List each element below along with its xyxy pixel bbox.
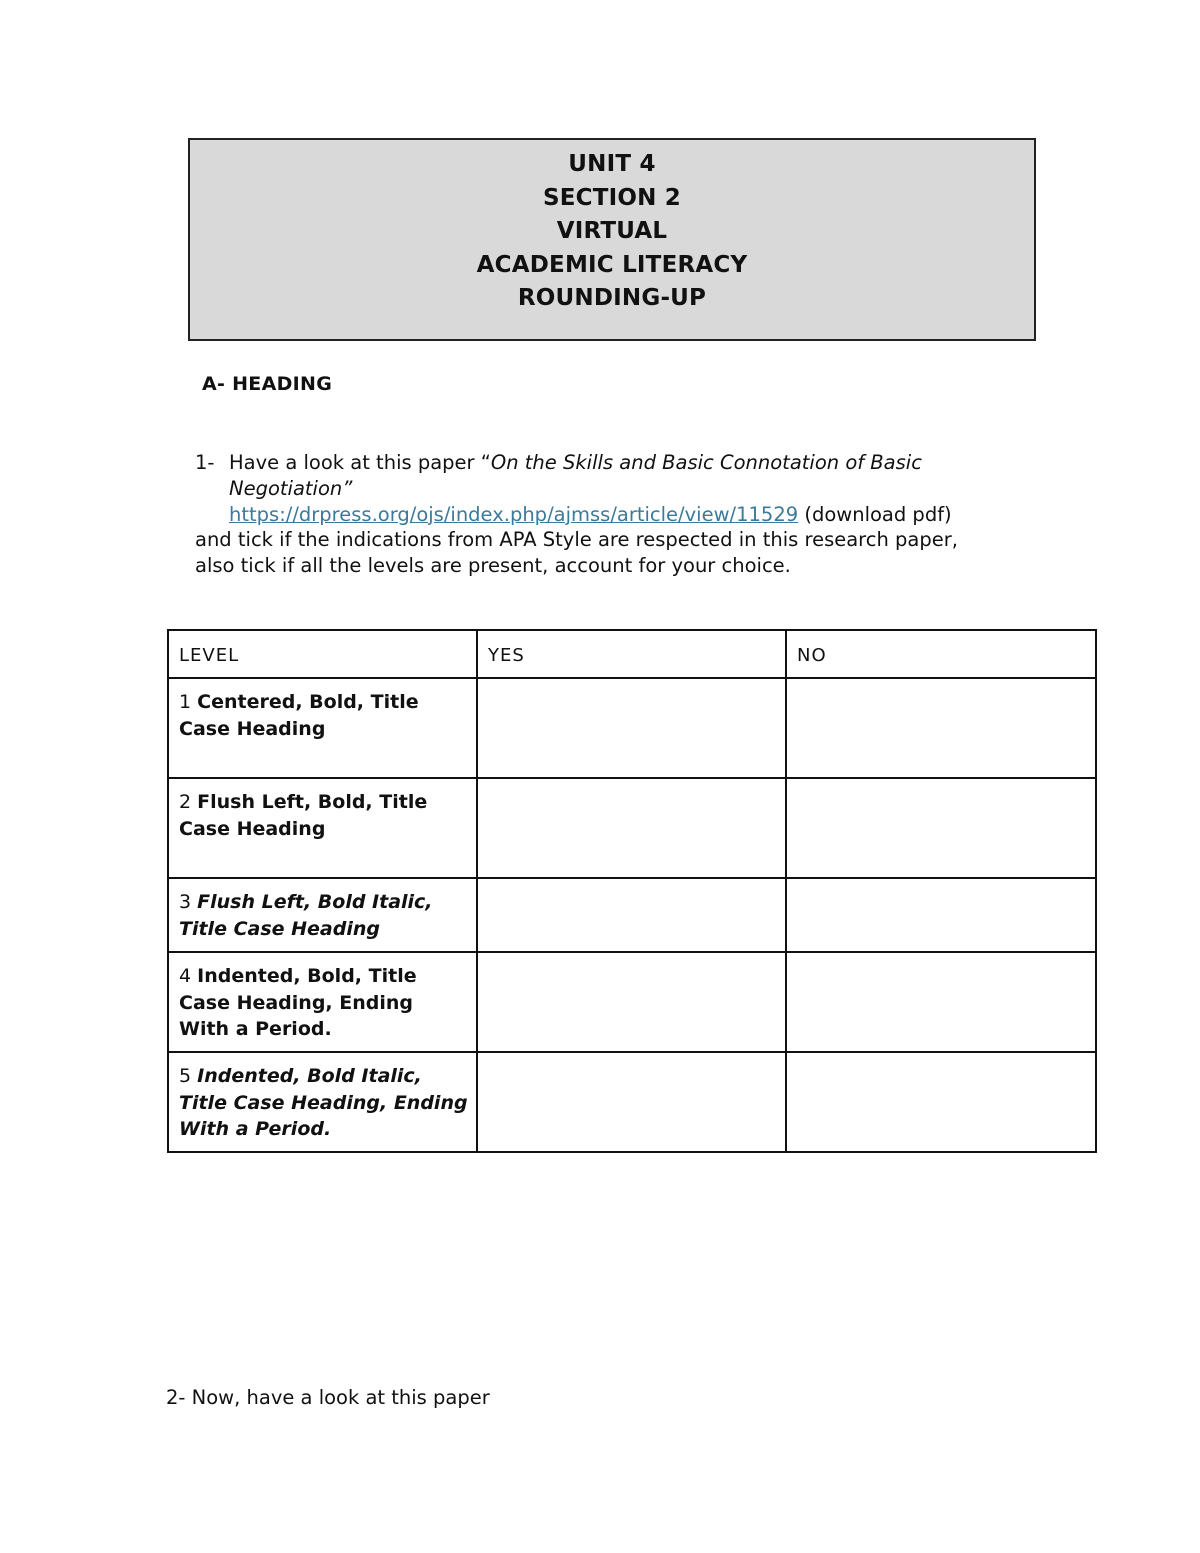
level-cell: [168, 878, 477, 952]
level-description: Flush Left, Bold Italic, Title Case Heading: [179, 891, 433, 940]
level-cell: [168, 1052, 477, 1152]
yes-cell[interactable]: [477, 678, 786, 778]
question-1-line-4: and tick if the indications from APA Style are respected in this research paper,: [195, 528, 958, 552]
download-note: (download pdf): [798, 502, 952, 526]
topic-title: ROUNDING-UP: [517, 285, 707, 311]
header-yes: YES: [477, 630, 786, 678]
yes-cell[interactable]: [477, 778, 786, 878]
section-title: SECTION 2: [542, 184, 681, 211]
table-row: [168, 1052, 1096, 1152]
level-description: Flush Left, Bold, Title Case Heading: [179, 791, 428, 840]
table-row: [168, 678, 1096, 778]
question-1: [195, 450, 1035, 579]
yes-cell[interactable]: [477, 1052, 786, 1152]
level-description: Centered, Bold, Title Case Heading: [179, 691, 419, 740]
header-no: NO: [786, 630, 1096, 678]
level-number: 5: [179, 1065, 198, 1087]
no-cell[interactable]: [786, 1052, 1096, 1152]
paper-title-on: On the: [490, 451, 563, 474]
mode-title: VIRTUAL: [556, 218, 668, 244]
level-description: Indented, Bold Italic, Title Case Heading, Ending With a Period.: [179, 1065, 468, 1140]
question-2: 2- Now, have a look at this paper: [166, 1386, 490, 1409]
level-number: 1: [179, 691, 198, 713]
course-title: ACADEMIC LITERACY: [476, 251, 748, 278]
paper-link[interactable]: https://drpress.org/ojs/index.php/ajmss/article/view/11529: [229, 502, 799, 526]
paper-title-line-2: Negotiation”: [229, 476, 353, 500]
section-heading: A- HEADING: [202, 373, 333, 395]
no-cell[interactable]: [786, 952, 1096, 1052]
question-1-line-2: [195, 476, 1035, 502]
table-header-row: [168, 630, 1096, 678]
no-cell[interactable]: [786, 778, 1096, 878]
level-cell: [168, 778, 477, 878]
table-row: [168, 778, 1096, 878]
table-row: [168, 952, 1096, 1052]
level-number: 3: [179, 891, 198, 913]
no-cell[interactable]: [786, 878, 1096, 952]
level-cell: [168, 678, 477, 778]
unit-title-box: [188, 138, 1036, 341]
level-number: 4: [179, 965, 198, 987]
question-1-line-3: [195, 502, 1035, 528]
question-1-line-5: also tick if all the levels are present, account for your choice.: [195, 554, 791, 578]
question-1-text: Have a look at this paper “: [229, 451, 491, 474]
level-number: 2: [179, 791, 198, 813]
question-1-line-1: [195, 450, 1035, 476]
header-level: LEVEL: [168, 630, 477, 678]
question-1-number: 1-: [195, 451, 215, 474]
table-row: [168, 878, 1096, 952]
paper-title: Skills and Basic Connotation of Basic: [562, 451, 922, 474]
unit-title: UNIT 4: [568, 151, 656, 177]
level-description: Indented, Bold, Title Case Heading, Ending With a Period.: [179, 965, 417, 1040]
heading-levels-table: [167, 629, 1097, 1153]
level-cell: [168, 952, 477, 1052]
yes-cell[interactable]: [477, 952, 786, 1052]
no-cell[interactable]: [786, 678, 1096, 778]
yes-cell[interactable]: [477, 878, 786, 952]
